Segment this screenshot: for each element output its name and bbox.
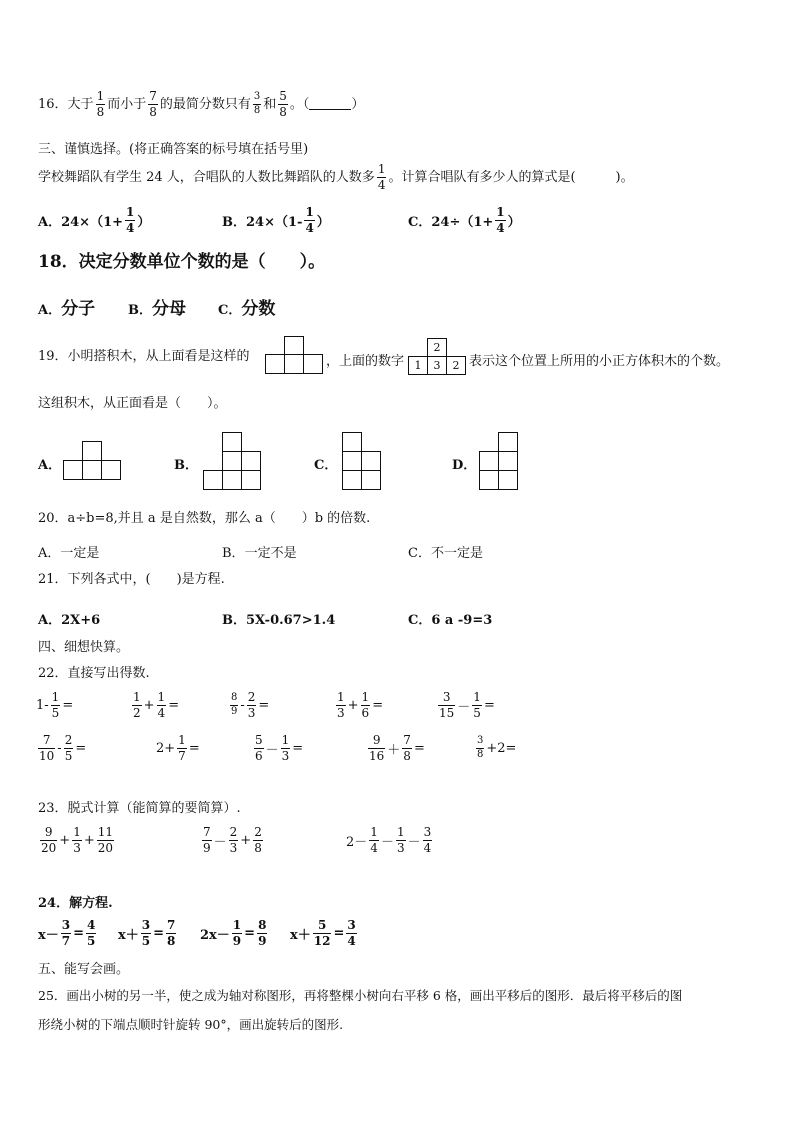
q22-text: 22．直接写出得数. xyxy=(38,666,150,681)
q17-option-a[interactable]: A． 24×（1+ $\frac{1}{4}$ ） xyxy=(38,205,151,235)
q22-item: $\frac{5}{6}$ － $\frac{1}{3}$ = xyxy=(255,733,304,763)
q25-text-1: 25．画出小树的另一半，使之成为轴对称图形，再将整棵小树向右平移 6 格，画出平移后的图形．最后将平移后的图 xyxy=(38,988,683,1003)
fraction: $\frac{1}{4}$ xyxy=(377,162,386,192)
q16-text-3: 的最简分数只有 xyxy=(159,96,251,112)
q19-option-c[interactable]: C． xyxy=(314,458,338,473)
section-heading: 四、细想快算。 xyxy=(38,640,130,655)
q22-item: 2+ $\frac{1}{7}$ = xyxy=(156,733,200,763)
q23-expression: $\frac{9}{20}$ + $\frac{1}{3}$ + $\frac{11}{20}$ xyxy=(41,825,114,855)
q24-equation: x＋ $\frac{5}{12}$ = $\frac{3}{4}$ xyxy=(290,918,356,948)
q17-text-3: )。 xyxy=(615,169,634,185)
section-heading: 五、能写会画。 xyxy=(38,962,130,977)
q22-item: $\frac{8}{9}$ - $\frac{2}{3}$ = xyxy=(231,690,270,720)
q21-option-c[interactable]: C．6 a -9=3 xyxy=(408,613,493,628)
q17 xyxy=(38,163,634,191)
q19-option-b[interactable]: B． xyxy=(174,458,198,473)
answer-blank[interactable] xyxy=(309,99,351,110)
q16-text-1: 大于 xyxy=(67,96,94,112)
q22-item: $\frac{7}{10}$ - $\frac{2}{5}$ = xyxy=(39,733,87,763)
q16 xyxy=(38,90,364,118)
q17-text-2: 。计算合唱队有多少人的算式是( xyxy=(388,169,576,185)
q21-option-a[interactable]: A．2X+6 xyxy=(38,613,101,628)
q19-text-3: 表示这个位置上所用的小正方体积木的个数。 xyxy=(469,354,730,369)
q20-option-a[interactable]: A．一定是 xyxy=(38,546,100,561)
fraction: $\frac{5}{8}$ xyxy=(279,89,287,119)
q16-text-2: 而小于 xyxy=(107,96,147,112)
q16-text-4: 和 xyxy=(263,96,277,112)
q22-item: $\frac{1}{3}$ + $\frac{1}{6}$ = xyxy=(337,690,384,720)
q22-item: $\frac{9}{16}$ ＋ $\frac{7}{8}$ = xyxy=(369,733,425,763)
q24-equation: x＋ $\frac{3}{5}$ = $\frac{7}{8}$ xyxy=(118,918,176,948)
q20-option-c[interactable]: C．不一定是 xyxy=(408,546,483,561)
q24-equation: 2x－ $\frac{1}{9}$ = $\frac{8}{9}$ xyxy=(200,918,267,948)
q20-option-b[interactable]: B．一定不是 xyxy=(222,546,297,561)
q22-item: $\frac{3}{8}$ +2= xyxy=(477,735,517,760)
q17-option-b[interactable]: B． 24×（1- $\frac{1}{4}$ ） xyxy=(222,205,330,235)
q18-option-c[interactable]: C．分数 xyxy=(218,299,276,319)
q23-expression: $\frac{7}{9}$ － $\frac{2}{3}$ + $\frac{2}{8}$ xyxy=(203,825,262,855)
q25-text-2: 形绕小树的下端点顺时针旋转 90°，画出旋转后的图形. xyxy=(38,1017,344,1032)
q18-option-b[interactable]: B．分母 xyxy=(128,299,186,319)
q20-text: 20．a÷b=8,并且 a 是自然数，那么 a（ ）b 的倍数. xyxy=(38,511,371,526)
fraction: $\frac{7}{8}$ xyxy=(149,89,157,119)
q21-text: 21．下列各式中，( )是方程. xyxy=(38,572,225,587)
q19-option-d[interactable]: D． xyxy=(452,458,477,473)
q24-text: 24．解方程. xyxy=(38,896,113,911)
q18-option-a[interactable]: A．分子 xyxy=(38,299,96,319)
q17-option-c[interactable]: C． 24÷（1+ $\frac{1}{4}$ ） xyxy=(408,205,521,235)
q22-item: 1- $\frac{1}{5}$ = xyxy=(36,690,74,720)
fraction: $\frac{3}{8}$ xyxy=(253,91,261,116)
q24-equation: x－ $\frac{3}{7}$ = $\frac{4}{5}$ xyxy=(38,918,96,948)
q16-number: 16． xyxy=(38,96,68,112)
section-heading: 三、谨慎选择。(将正确答案的标号填在括号里) xyxy=(38,142,309,157)
fraction: $\frac{1}{8}$ xyxy=(96,89,105,119)
q19-text-4: 这组积木，从正面看是（ ）。 xyxy=(38,396,227,411)
q17-text-1: 学校舞蹈队有学生 24 人，合唱队的人数比舞蹈队的人数多 xyxy=(38,169,375,185)
q16-text-5: 。（ xyxy=(289,96,310,112)
q16-text-6: ） xyxy=(351,96,365,112)
q23-expression: 2－ $\frac{1}{4}$ － $\frac{1}{3}$ － $\frac{3}{4}$ xyxy=(346,825,432,855)
q19-text-1: 19．小明搭积木，从上面看是这样的 xyxy=(38,349,250,364)
q21-option-b[interactable]: B．5X-0.67>1.4 xyxy=(222,613,336,628)
q23-text: 23．脱式计算（能简算的要简算）. xyxy=(38,801,241,816)
q22-item: $\frac{3}{15}$ － $\frac{1}{5}$ = xyxy=(439,690,495,720)
q18-text: 18．决定分数单位个数的是（ ）。 xyxy=(38,252,326,272)
q22-item: $\frac{1}{2}$ + $\frac{1}{4}$ = xyxy=(133,690,180,720)
q19-text-2: ，上面的数字 xyxy=(326,354,405,369)
q19-option-a[interactable]: A． xyxy=(38,458,62,473)
